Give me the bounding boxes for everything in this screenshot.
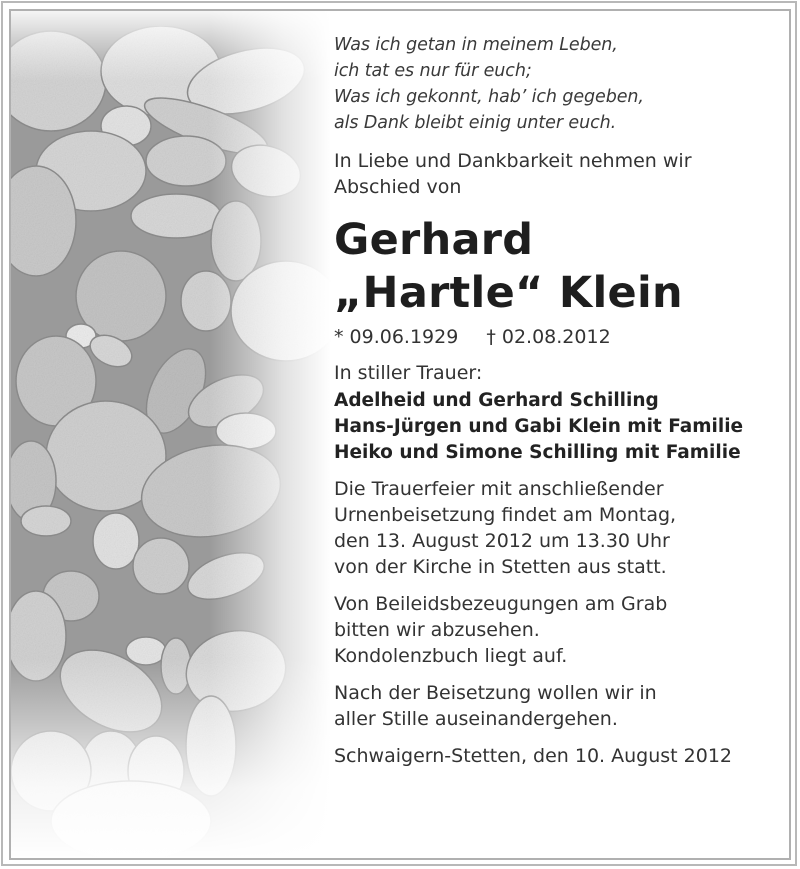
funeral-info-line: von der Kirche in Stetten aus statt. <box>334 556 667 578</box>
intro-text <box>334 148 784 200</box>
mourner-entry: Adelheid und Gerhard Schilling <box>334 390 659 411</box>
life-dates <box>334 324 784 350</box>
intro-line: In Liebe und Dankbarkeit nehmen wir <box>334 150 692 172</box>
intro-line: Abschied von <box>334 176 462 198</box>
death-date: † 02.08.2012 <box>486 326 611 348</box>
funeral-info-line: Die Trauerfeier mit anschließender <box>334 478 664 500</box>
mourning-label: In stiller Trauer: <box>334 362 483 384</box>
closing-info <box>334 680 784 732</box>
pebble-stones-image <box>11 11 331 858</box>
image-fade-bottom <box>11 658 331 858</box>
condolence-info-line: bitten wir abzusehen. <box>334 619 540 641</box>
poem-line: Was ich gekonnt, hab’ ich gegeben, <box>334 87 644 107</box>
mourner-entry: Hans-Jürgen und Gabi Klein mit Familie <box>334 416 744 437</box>
deceased-first-name: Gerhard <box>334 215 534 265</box>
place-and-date: Schwaigern-Stetten, den 10. August 2012 <box>334 745 733 767</box>
mourners-list <box>334 388 784 466</box>
condolence-info <box>334 591 784 669</box>
funeral-info <box>334 476 784 580</box>
deceased-nickname-surname: „Hartle“ Klein <box>334 268 683 318</box>
mourner-entry: Heiko und Simone Schilling mit Familie <box>334 442 741 463</box>
deceased-name <box>334 214 784 320</box>
birth-date: * 09.06.1929 <box>334 326 459 348</box>
funeral-info-line: Urnenbeisetzung findet am Montag, <box>334 504 677 526</box>
poem <box>334 32 784 136</box>
poem-line: Was ich getan in meinem Leben, <box>334 35 618 55</box>
funeral-info-line: den 13. August 2012 um 13.30 Uhr <box>334 530 670 552</box>
condolence-info-line: Von Beileidsbezeugungen am Grab <box>334 593 668 615</box>
obituary-text <box>334 32 784 780</box>
closing-info-line: Nach der Beisetzung wollen wir in <box>334 682 657 704</box>
image-fade-top <box>11 11 331 81</box>
poem-line: als Dank bleibt einig unter euch. <box>334 113 617 133</box>
closing-info-line: aller Stille auseinandergehen. <box>334 708 618 730</box>
condolence-info-line: Kondolenzbuch liegt auf. <box>334 645 568 667</box>
poem-line: ich tat es nur für euch; <box>334 61 532 81</box>
